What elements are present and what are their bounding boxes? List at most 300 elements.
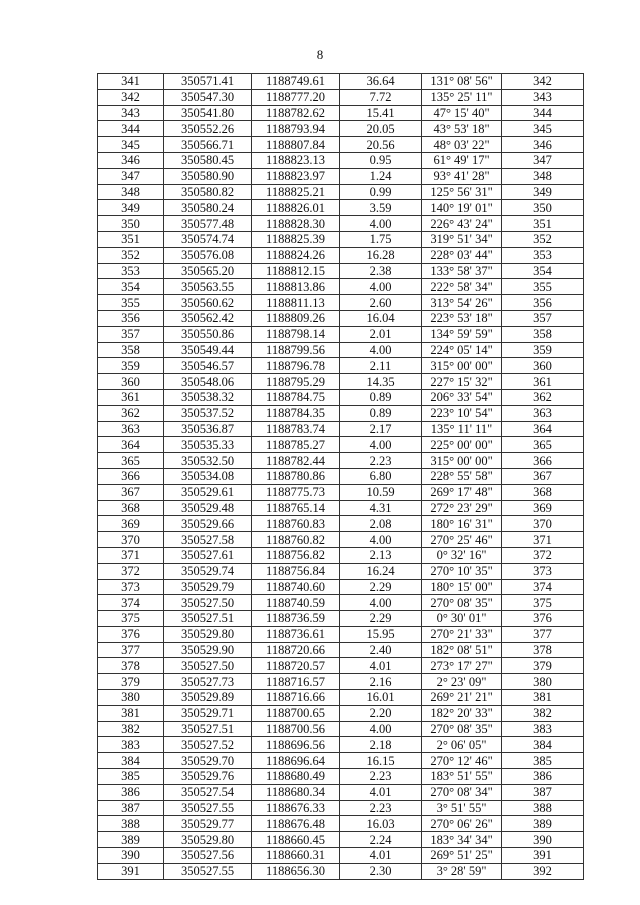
y-coordinate-cell: 1188828.30 [252,216,340,232]
next-point-cell: 370 [502,516,584,532]
y-coordinate-cell: 1188782.44 [252,453,340,469]
point-number-cell: 380 [98,690,164,706]
x-coordinate-cell: 350529.61 [164,484,252,500]
next-point-cell: 373 [502,563,584,579]
distance-cell: 4.00 [340,216,422,232]
y-coordinate-cell: 1188813.86 [252,279,340,295]
distance-cell: 36.64 [340,74,422,90]
distance-cell: 2.01 [340,326,422,342]
point-number-cell: 355 [98,295,164,311]
bearing-cell: 0° 32' 16" [422,547,502,563]
y-coordinate-cell: 1188700.56 [252,721,340,737]
point-number-cell: 376 [98,626,164,642]
next-point-cell: 354 [502,263,584,279]
bearing-cell: 2° 23' 09" [422,674,502,690]
distance-cell: 2.16 [340,674,422,690]
next-point-cell: 346 [502,137,584,153]
bearing-cell: 182° 08' 51" [422,642,502,658]
bearing-cell: 313° 54' 26" [422,295,502,311]
bearing-cell: 183° 51' 55" [422,769,502,785]
distance-cell: 2.17 [340,421,422,437]
table-row [98,769,584,785]
table-row [98,137,584,153]
distance-cell: 4.01 [340,658,422,674]
table-row [98,674,584,690]
distance-cell: 14.35 [340,374,422,390]
x-coordinate-cell: 350527.55 [164,863,252,879]
bearing-cell: 270° 12' 46" [422,753,502,769]
distance-cell: 2.13 [340,547,422,563]
x-coordinate-cell: 350529.74 [164,563,252,579]
next-point-cell: 342 [502,74,584,90]
point-number-cell: 379 [98,674,164,690]
distance-cell: 2.24 [340,832,422,848]
x-coordinate-cell: 350565.20 [164,263,252,279]
bearing-cell: 3° 28' 59" [422,863,502,879]
x-coordinate-cell: 350563.55 [164,279,252,295]
next-point-cell: 371 [502,532,584,548]
next-point-cell: 389 [502,816,584,832]
x-coordinate-cell: 350552.26 [164,121,252,137]
point-number-cell: 346 [98,152,164,168]
x-coordinate-cell: 350580.45 [164,152,252,168]
y-coordinate-cell: 1188811.13 [252,295,340,311]
y-coordinate-cell: 1188807.84 [252,137,340,153]
bearing-cell: 48° 03' 22" [422,137,502,153]
distance-cell: 0.89 [340,389,422,405]
distance-cell: 16.15 [340,753,422,769]
x-coordinate-cell: 350527.51 [164,721,252,737]
y-coordinate-cell: 1188777.20 [252,89,340,105]
distance-cell: 4.00 [340,721,422,737]
distance-cell: 4.31 [340,500,422,516]
distance-cell: 0.99 [340,184,422,200]
point-number-cell: 373 [98,579,164,595]
table-row [98,200,584,216]
table-row [98,579,584,595]
y-coordinate-cell: 1188823.13 [252,152,340,168]
point-number-cell: 343 [98,105,164,121]
table-row [98,784,584,800]
x-coordinate-cell: 350527.51 [164,611,252,627]
x-coordinate-cell: 350529.77 [164,816,252,832]
table-row [98,658,584,674]
point-number-cell: 370 [98,532,164,548]
bearing-cell: 319° 51' 34" [422,231,502,247]
y-coordinate-cell: 1188676.33 [252,800,340,816]
bearing-cell: 270° 08' 35" [422,595,502,611]
y-coordinate-cell: 1188785.27 [252,437,340,453]
x-coordinate-cell: 350529.66 [164,516,252,532]
bearing-cell: 225° 00' 00" [422,437,502,453]
bearing-cell: 47° 15' 40" [422,105,502,121]
point-number-cell: 383 [98,737,164,753]
x-coordinate-cell: 350546.57 [164,358,252,374]
next-point-cell: 353 [502,247,584,263]
table-row [98,721,584,737]
x-coordinate-cell: 350527.56 [164,848,252,864]
x-coordinate-cell: 350549.44 [164,342,252,358]
next-point-cell: 368 [502,484,584,500]
bearing-cell: 206° 33' 54" [422,389,502,405]
distance-cell: 4.00 [340,279,422,295]
table-row [98,737,584,753]
y-coordinate-cell: 1188798.14 [252,326,340,342]
y-coordinate-cell: 1188756.84 [252,563,340,579]
y-coordinate-cell: 1188720.57 [252,658,340,674]
y-coordinate-cell: 1188825.39 [252,231,340,247]
x-coordinate-cell: 350580.24 [164,200,252,216]
y-coordinate-cell: 1188825.21 [252,184,340,200]
next-point-cell: 372 [502,547,584,563]
next-point-cell: 384 [502,737,584,753]
next-point-cell: 366 [502,453,584,469]
table-row [98,532,584,548]
table-row [98,863,584,879]
next-point-cell: 374 [502,579,584,595]
table-row [98,611,584,627]
point-number-cell: 347 [98,168,164,184]
y-coordinate-cell: 1188765.14 [252,500,340,516]
x-coordinate-cell: 350529.70 [164,753,252,769]
bearing-cell: 183° 34' 34" [422,832,502,848]
y-coordinate-cell: 1188784.75 [252,389,340,405]
table-row [98,89,584,105]
x-coordinate-cell: 350580.82 [164,184,252,200]
y-coordinate-cell: 1188716.66 [252,690,340,706]
next-point-cell: 388 [502,800,584,816]
x-coordinate-cell: 350527.73 [164,674,252,690]
distance-cell: 16.28 [340,247,422,263]
point-number-cell: 364 [98,437,164,453]
next-point-cell: 358 [502,326,584,342]
point-number-cell: 363 [98,421,164,437]
next-point-cell: 362 [502,389,584,405]
y-coordinate-cell: 1188775.73 [252,484,340,500]
bearing-cell: 223° 53' 18" [422,310,502,326]
table-row [98,484,584,500]
point-number-cell: 386 [98,784,164,800]
point-number-cell: 365 [98,453,164,469]
table-row [98,247,584,263]
point-number-cell: 384 [98,753,164,769]
y-coordinate-cell: 1188720.66 [252,642,340,658]
next-point-cell: 390 [502,832,584,848]
point-number-cell: 342 [98,89,164,105]
point-number-cell: 368 [98,500,164,516]
x-coordinate-cell: 350529.90 [164,642,252,658]
distance-cell: 7.72 [340,89,422,105]
point-number-cell: 348 [98,184,164,200]
table-row [98,184,584,200]
point-number-cell: 345 [98,137,164,153]
x-coordinate-cell: 350529.80 [164,626,252,642]
y-coordinate-cell: 1188782.62 [252,105,340,121]
next-point-cell: 380 [502,674,584,690]
bearing-cell: 228° 03' 44" [422,247,502,263]
y-coordinate-cell: 1188760.82 [252,532,340,548]
x-coordinate-cell: 350527.50 [164,595,252,611]
distance-cell: 10.59 [340,484,422,500]
distance-cell: 4.01 [340,784,422,800]
x-coordinate-cell: 350574.74 [164,231,252,247]
bearing-cell: 273° 17' 27" [422,658,502,674]
next-point-cell: 383 [502,721,584,737]
distance-cell: 2.20 [340,705,422,721]
next-point-cell: 355 [502,279,584,295]
bearing-cell: 135° 11' 11" [422,421,502,437]
table-row [98,690,584,706]
y-coordinate-cell: 1188793.94 [252,121,340,137]
table-row [98,358,584,374]
table-row [98,74,584,90]
table-row [98,231,584,247]
point-number-cell: 350 [98,216,164,232]
x-coordinate-cell: 350535.33 [164,437,252,453]
table-row [98,595,584,611]
next-point-cell: 392 [502,863,584,879]
x-coordinate-cell: 350527.61 [164,547,252,563]
distance-cell: 3.59 [340,200,422,216]
bearing-cell: 270° 08' 34" [422,784,502,800]
point-number-cell: 389 [98,832,164,848]
table-row [98,753,584,769]
x-coordinate-cell: 350527.50 [164,658,252,674]
next-point-cell: 367 [502,468,584,484]
bearing-cell: 3° 51' 55" [422,800,502,816]
next-point-cell: 364 [502,421,584,437]
x-coordinate-cell: 350529.89 [164,690,252,706]
next-point-cell: 381 [502,690,584,706]
bearing-cell: 180° 16' 31" [422,516,502,532]
table-row [98,563,584,579]
bearing-cell: 226° 43' 24" [422,216,502,232]
point-number-cell: 388 [98,816,164,832]
x-coordinate-cell: 350529.76 [164,769,252,785]
y-coordinate-cell: 1188740.59 [252,595,340,611]
y-coordinate-cell: 1188736.59 [252,611,340,627]
y-coordinate-cell: 1188756.82 [252,547,340,563]
table-row [98,421,584,437]
table-row [98,516,584,532]
table-row [98,374,584,390]
point-number-cell: 390 [98,848,164,864]
x-coordinate-cell: 350547.30 [164,89,252,105]
bearing-cell: 133° 58' 37" [422,263,502,279]
x-coordinate-cell: 350548.06 [164,374,252,390]
distance-cell: 1.24 [340,168,422,184]
x-coordinate-cell: 350541.80 [164,105,252,121]
point-number-cell: 357 [98,326,164,342]
y-coordinate-cell: 1188736.61 [252,626,340,642]
y-coordinate-cell: 1188809.26 [252,310,340,326]
coordinates-table [97,73,584,880]
point-number-cell: 385 [98,769,164,785]
point-number-cell: 371 [98,547,164,563]
distance-cell: 0.89 [340,405,422,421]
distance-cell: 16.24 [340,563,422,579]
point-number-cell: 367 [98,484,164,500]
bearing-cell: 140° 19' 01" [422,200,502,216]
bearing-cell: 43° 53' 18" [422,121,502,137]
table-row [98,642,584,658]
bearing-cell: 315° 00' 00" [422,358,502,374]
y-coordinate-cell: 1188680.34 [252,784,340,800]
point-number-cell: 382 [98,721,164,737]
bearing-cell: 125° 56' 31" [422,184,502,200]
next-point-cell: 352 [502,231,584,247]
bearing-cell: 270° 10' 35" [422,563,502,579]
bearing-cell: 135° 25' 11" [422,89,502,105]
point-number-cell: 352 [98,247,164,263]
y-coordinate-cell: 1188795.29 [252,374,340,390]
next-point-cell: 360 [502,358,584,374]
x-coordinate-cell: 350527.52 [164,737,252,753]
bearing-cell: 134° 59' 59" [422,326,502,342]
x-coordinate-cell: 350527.55 [164,800,252,816]
table-row [98,263,584,279]
table-row [98,500,584,516]
y-coordinate-cell: 1188823.97 [252,168,340,184]
point-number-cell: 359 [98,358,164,374]
bearing-cell: 223° 10' 54" [422,405,502,421]
y-coordinate-cell: 1188676.48 [252,816,340,832]
x-coordinate-cell: 350532.50 [164,453,252,469]
table-row [98,800,584,816]
table-row [98,848,584,864]
distance-cell: 2.60 [340,295,422,311]
y-coordinate-cell: 1188826.01 [252,200,340,216]
distance-cell: 20.05 [340,121,422,137]
table-row [98,816,584,832]
bearing-cell: 269° 51' 25" [422,848,502,864]
next-point-cell: 348 [502,168,584,184]
next-point-cell: 345 [502,121,584,137]
bearing-cell: 0° 30' 01" [422,611,502,627]
next-point-cell: 350 [502,200,584,216]
distance-cell: 4.00 [340,342,422,358]
x-coordinate-cell: 350529.79 [164,579,252,595]
distance-cell: 2.30 [340,863,422,879]
distance-cell: 2.23 [340,453,422,469]
table-row [98,626,584,642]
point-number-cell: 372 [98,563,164,579]
distance-cell: 0.95 [340,152,422,168]
x-coordinate-cell: 350571.41 [164,74,252,90]
y-coordinate-cell: 1188812.15 [252,263,340,279]
y-coordinate-cell: 1188656.30 [252,863,340,879]
next-point-cell: 359 [502,342,584,358]
next-point-cell: 349 [502,184,584,200]
y-coordinate-cell: 1188696.56 [252,737,340,753]
point-number-cell: 378 [98,658,164,674]
distance-cell: 2.40 [340,642,422,658]
point-number-cell: 358 [98,342,164,358]
next-point-cell: 369 [502,500,584,516]
bearing-cell: 270° 21' 33" [422,626,502,642]
next-point-cell: 361 [502,374,584,390]
next-point-cell: 375 [502,595,584,611]
distance-cell: 2.18 [340,737,422,753]
y-coordinate-cell: 1188749.61 [252,74,340,90]
x-coordinate-cell: 350566.71 [164,137,252,153]
distance-cell: 6.80 [340,468,422,484]
distance-cell: 16.03 [340,816,422,832]
next-point-cell: 363 [502,405,584,421]
distance-cell: 1.75 [340,231,422,247]
bearing-cell: 61° 49' 17" [422,152,502,168]
y-coordinate-cell: 1188696.64 [252,753,340,769]
table-row [98,389,584,405]
point-number-cell: 381 [98,705,164,721]
table-row [98,468,584,484]
point-number-cell: 354 [98,279,164,295]
point-number-cell: 369 [98,516,164,532]
table-row [98,453,584,469]
distance-cell: 4.01 [340,848,422,864]
next-point-cell: 344 [502,105,584,121]
point-number-cell: 351 [98,231,164,247]
point-number-cell: 360 [98,374,164,390]
next-point-cell: 379 [502,658,584,674]
bearing-cell: 224° 05' 14" [422,342,502,358]
point-number-cell: 377 [98,642,164,658]
next-point-cell: 357 [502,310,584,326]
bearing-cell: 131° 08' 56" [422,74,502,90]
next-point-cell: 351 [502,216,584,232]
table-row [98,705,584,721]
y-coordinate-cell: 1188784.35 [252,405,340,421]
bearing-cell: 270° 08' 35" [422,721,502,737]
y-coordinate-cell: 1188716.57 [252,674,340,690]
table-row [98,216,584,232]
bearing-cell: 270° 25' 46" [422,532,502,548]
bearing-cell: 222° 58' 34" [422,279,502,295]
distance-cell: 16.04 [340,310,422,326]
table-body [98,74,584,880]
bearing-cell: 269° 17' 48" [422,484,502,500]
point-number-cell: 349 [98,200,164,216]
table-row [98,437,584,453]
table-row [98,152,584,168]
next-point-cell: 378 [502,642,584,658]
x-coordinate-cell: 350538.32 [164,389,252,405]
y-coordinate-cell: 1188783.74 [252,421,340,437]
y-coordinate-cell: 1188740.60 [252,579,340,595]
x-coordinate-cell: 350529.48 [164,500,252,516]
x-coordinate-cell: 350529.71 [164,705,252,721]
table-row [98,326,584,342]
bearing-cell: 228° 55' 58" [422,468,502,484]
distance-cell: 2.23 [340,769,422,785]
y-coordinate-cell: 1188680.49 [252,769,340,785]
next-point-cell: 387 [502,784,584,800]
distance-cell: 4.00 [340,532,422,548]
bearing-cell: 180° 15' 00" [422,579,502,595]
bearing-cell: 182° 20' 33" [422,705,502,721]
next-point-cell: 385 [502,753,584,769]
bearing-cell: 272° 23' 29" [422,500,502,516]
x-coordinate-cell: 350527.54 [164,784,252,800]
table-row [98,168,584,184]
next-point-cell: 347 [502,152,584,168]
bearing-cell: 315° 00' 00" [422,453,502,469]
bearing-cell: 93° 41' 28" [422,168,502,184]
next-point-cell: 343 [502,89,584,105]
distance-cell: 2.29 [340,579,422,595]
distance-cell: 2.08 [340,516,422,532]
distance-cell: 20.56 [340,137,422,153]
